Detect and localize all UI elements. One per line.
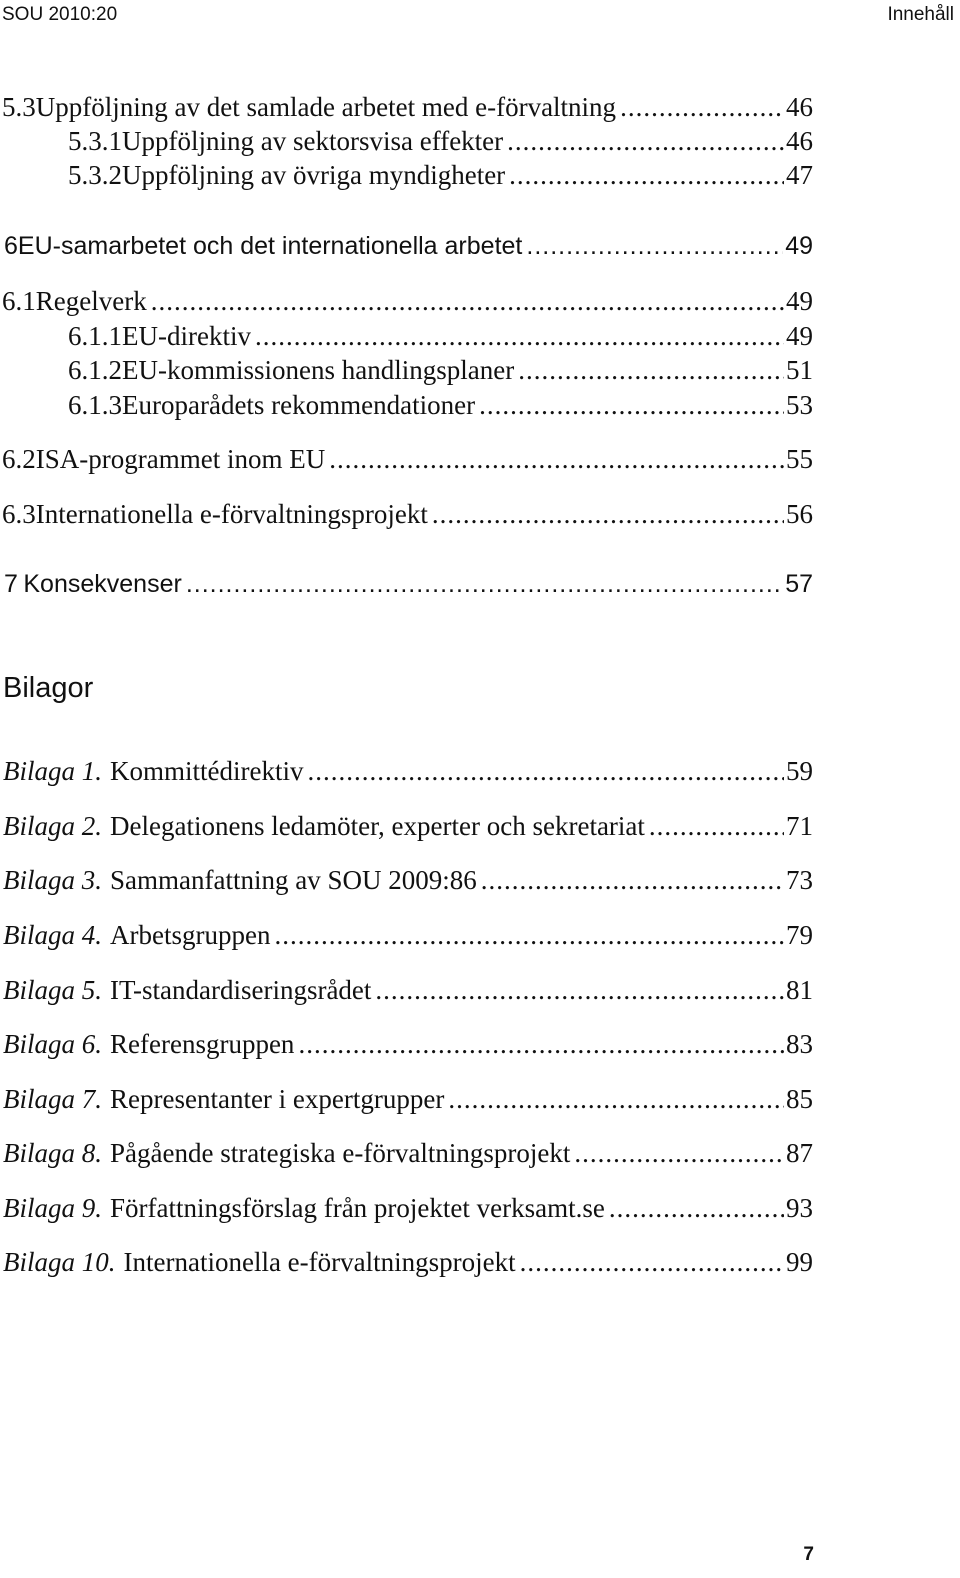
toc-entry-page: 56 (786, 499, 813, 529)
toc-chapter-title: EU-samarbetet och det internationella arbetet (17, 232, 523, 260)
toc-entry-number: 6.1.1 (68, 321, 122, 351)
toc-entry-page: 49 (786, 286, 813, 316)
dot-leader (520, 1247, 784, 1278)
toc-entry[interactable] (0, 355, 813, 389)
toc-entry-title: EU-kommissionens handlingsplaner (122, 355, 515, 385)
toc-entry-number: 5.3.1 (68, 126, 122, 156)
appendix-page: 59 (786, 756, 813, 786)
dot-leader (574, 1138, 784, 1169)
appendix-title: Arbetsgruppen (110, 920, 271, 950)
toc-entry-number: 6.1 (2, 286, 36, 316)
toc-entry-number: 6.1.3 (68, 390, 122, 420)
appendix-label: Bilaga 4. (3, 920, 102, 950)
appendix-entry[interactable] (0, 865, 813, 899)
dot-leader (448, 1084, 784, 1115)
appendix-label: Bilaga 5. (3, 975, 102, 1005)
dot-leader (375, 975, 784, 1006)
dot-leader (479, 390, 784, 421)
toc-entry-page: 51 (786, 355, 813, 385)
bilagor-heading: Bilagor (3, 672, 94, 704)
toc-entry-page: 53 (786, 390, 813, 420)
appendix-entry[interactable] (0, 975, 813, 1009)
toc-chapter-page: 57 (785, 570, 813, 598)
appendix-page: 93 (786, 1193, 813, 1223)
dot-leader (255, 321, 784, 352)
appendix-page: 83 (786, 1029, 813, 1059)
appendix-title: IT-standardiseringsrådet (110, 975, 372, 1005)
toc-chapter-number: 7 (4, 570, 18, 598)
running-header-right: Innehåll (887, 4, 954, 25)
appendix-label: Bilaga 10. (3, 1247, 116, 1277)
appendix-entry[interactable] (0, 1029, 813, 1063)
toc-entry-number: 6.3 (2, 499, 36, 529)
toc-entry-title: EU-direktiv (122, 321, 251, 351)
running-header-left: SOU 2010:20 (2, 4, 118, 25)
appendix-label: Bilaga 9. (3, 1193, 102, 1223)
appendix-label: Bilaga 6. (3, 1029, 102, 1059)
appendix-label: Bilaga 2. (3, 811, 102, 841)
dot-leader (649, 811, 784, 842)
toc-entry[interactable] (0, 92, 813, 126)
appendix-title: Pågående strategiska e-förvaltningsprojekt (110, 1138, 571, 1168)
dot-leader (518, 355, 784, 386)
appendix-title: Representanter i expertgrupper (110, 1084, 445, 1114)
appendix-title: Kommittédirektiv (110, 756, 304, 786)
appendix-page: 99 (786, 1247, 813, 1277)
toc-entry-number: 6.2 (2, 444, 36, 474)
dot-leader (307, 756, 784, 787)
toc-entry-number: 5.3 (2, 92, 36, 122)
toc-entry-number: 5.3.2 (68, 160, 122, 190)
toc-entry-title: Regelverk (35, 286, 147, 316)
toc-entry[interactable] (0, 444, 813, 478)
appendix-page: 73 (786, 865, 813, 895)
toc-chapter-page: 49 (785, 232, 813, 260)
appendix-entry[interactable] (0, 1138, 813, 1172)
toc-entry-number: 6.1.2 (68, 355, 122, 385)
toc-entry[interactable] (0, 321, 813, 355)
toc-chapter[interactable] (0, 232, 813, 266)
appendix-label: Bilaga 1. (3, 756, 102, 786)
dot-leader (432, 499, 784, 530)
dot-leader (151, 286, 784, 317)
toc-entry[interactable] (0, 126, 813, 160)
dot-leader (186, 570, 783, 599)
toc-entry[interactable] (0, 286, 813, 320)
dot-leader (526, 232, 783, 261)
appendix-page: 85 (786, 1084, 813, 1114)
appendix-page: 79 (786, 920, 813, 950)
appendix-page: 87 (786, 1138, 813, 1168)
appendix-page: 71 (786, 811, 813, 841)
toc-entry-title: Uppföljning av övriga myndigheter (122, 160, 506, 190)
dot-leader (609, 1193, 784, 1224)
toc-entry-page: 47 (786, 160, 813, 190)
dot-leader (274, 920, 784, 951)
toc-chapter[interactable] (0, 570, 813, 604)
appendix-label: Bilaga 7. (3, 1084, 102, 1114)
dot-leader (507, 126, 784, 157)
toc-entry-page: 46 (786, 126, 813, 156)
appendix-label: Bilaga 3. (3, 865, 102, 895)
dot-leader (329, 444, 784, 475)
toc-entry-page: 46 (786, 92, 813, 122)
toc-entry-page: 49 (786, 321, 813, 351)
appendix-entry[interactable] (0, 811, 813, 845)
appendix-title: Internationella e-förvaltningsprojekt (123, 1247, 516, 1277)
toc-entry-title: Uppföljning av sektorsvisa effekter (122, 126, 504, 156)
toc-entry-title: ISA-programmet inom EU (35, 444, 326, 474)
toc-entry-title: Uppföljning av det samlade arbetet med e-förvaltning (35, 92, 617, 122)
toc-entry[interactable] (0, 499, 813, 533)
appendix-title: Delegationens ledamöter, experter och sekretariat (110, 811, 645, 841)
appendix-title: Referensgruppen (110, 1029, 295, 1059)
appendix-entry[interactable] (0, 1084, 813, 1118)
toc-entry-page: 55 (786, 444, 813, 474)
toc-entry[interactable] (0, 160, 813, 194)
appendix-page: 81 (786, 975, 813, 1005)
page-number: 7 (803, 1544, 814, 1565)
dot-leader (509, 160, 784, 191)
toc-entry[interactable] (0, 390, 813, 424)
appendix-title: Sammanfattning av SOU 2009:86 (110, 865, 477, 895)
dot-leader (620, 92, 784, 123)
appendix-entry[interactable] (0, 756, 813, 790)
toc-chapter-title: Konsekvenser (23, 570, 182, 598)
appendix-label: Bilaga 8. (3, 1138, 102, 1168)
appendix-title: Författningsförslag från projektet verksamt.se (110, 1193, 605, 1223)
appendix-entry[interactable] (0, 920, 813, 954)
appendix-entry[interactable] (0, 1247, 813, 1281)
dot-leader (298, 1029, 784, 1060)
toc-entry-title: Europarådets rekommendationer (122, 390, 476, 420)
dot-leader (481, 865, 784, 896)
appendix-entry[interactable] (0, 1193, 813, 1227)
toc-chapter-number: 6 (4, 232, 18, 260)
toc-entry-title: Internationella e-förvaltningsprojekt (35, 499, 428, 529)
